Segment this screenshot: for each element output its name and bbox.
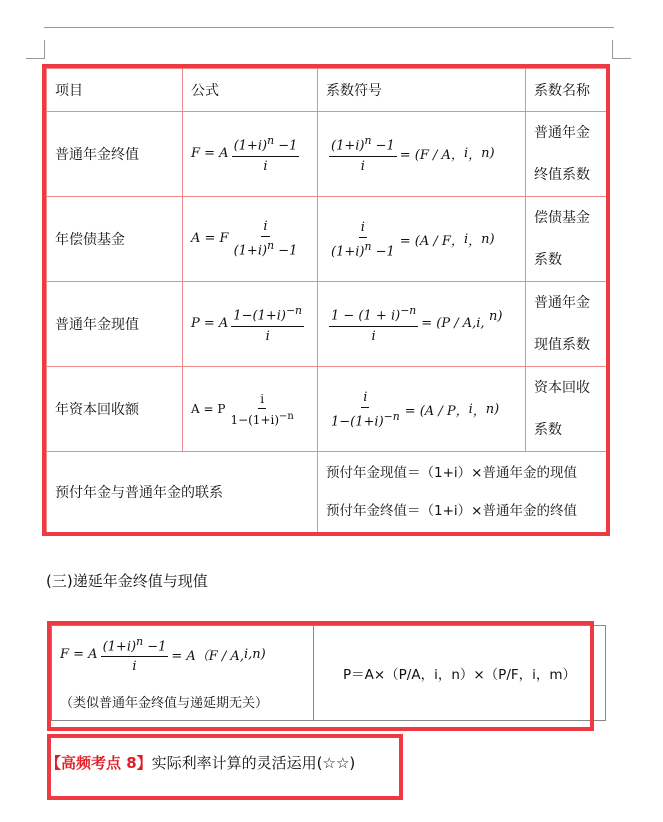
symbol-fv: $\frac{(1+i)^n -1}{i}$ = (F / A， i ， n ) <box>331 134 495 174</box>
formula-sinking-fund: A = F $\frac{i}{(1+i)^n -1}$ <box>191 219 298 259</box>
deferred-fv-cell <box>52 626 314 721</box>
symbol-pv: $\frac{1 - (1 + i)^{-n}}{i}$ = (P / A, i , <box>331 304 485 344</box>
table-row <box>47 282 607 367</box>
symbol-cell <box>318 367 526 452</box>
symbol-sinking-fund: $\frac{i}{(1+i)^n -1}$ = (A / F， i ， n ) <box>331 219 495 260</box>
symbol-cell <box>318 112 526 197</box>
name-cell: 普通年金 现值系数 <box>526 282 607 367</box>
formula-cell <box>183 197 318 282</box>
deferred-annuity-table <box>51 625 606 721</box>
relation-label: 预付年金与普通年金的联系 <box>47 452 318 533</box>
row-item: 年资本回收额 <box>47 367 183 452</box>
crop-mark-left <box>26 40 45 59</box>
relation-row <box>47 452 607 533</box>
deferred-note: （类似普通年金终值与递延期无关） <box>60 696 269 712</box>
row-item: 年偿债基金 <box>47 197 183 282</box>
header-formula: 公式 <box>183 69 318 112</box>
relation-content <box>318 452 607 533</box>
table-row <box>47 367 607 452</box>
symbol-cell: $\frac{1 - (1 + i)^{-n}}{i}$ = (P / A, i , n ) <box>318 282 526 367</box>
table-row <box>47 112 607 197</box>
header-symbol: 系数符号 <box>318 69 526 112</box>
key-point-line <box>46 752 355 773</box>
page-top-line <box>44 27 614 28</box>
formula-deferred-fv: F = A $\frac{(1+i)^n -1}{i}$ = A（F / A, i , n ) <box>60 634 266 675</box>
formula-capital-recovery: A = P $\frac{i}{1-(1+i)^{-n}}$ <box>191 391 294 427</box>
relation-line-2: 预付年金终值＝（1+i）×普通年金的终值 <box>326 503 577 519</box>
table-row <box>47 197 607 282</box>
symbol-cell <box>318 197 526 282</box>
formula-cell <box>183 282 318 367</box>
relation-line-1: 预付年金现值＝（1+i）×普通年金的现值 <box>326 465 577 481</box>
formula-pv: P = A $\frac{1-(1+i)^{-n}}{i}$ <box>191 304 302 344</box>
symbol-capital-recovery: $\frac{i}{1-(1+i)^{-n}}$ = (A / P， i ， n ) <box>331 389 500 430</box>
formula-fv: F = A $\frac{(1+i)^n -1}{i}$ <box>191 134 298 174</box>
section-heading: (三)递延年金终值与现值 <box>46 572 208 590</box>
table-header-row <box>47 69 607 112</box>
deferred-pv-cell: P＝A×（P/A，i，n）×（P/F，i，m） <box>314 626 606 721</box>
formula-cell <box>183 367 318 452</box>
header-item: 项目 <box>47 69 183 112</box>
name-cell: 普通年金 终值系数 <box>526 112 607 197</box>
name-cell: 资本回收 系数 <box>526 367 607 452</box>
key-point-tag: 【高频考点 8】 <box>46 754 152 772</box>
row-item: 普通年金终值 <box>47 112 183 197</box>
row-item: 普通年金现值 <box>47 282 183 367</box>
key-point-text: 实际利率计算的灵活运用(☆☆) <box>151 754 356 772</box>
name-cell: 偿债基金 系数 <box>526 197 607 282</box>
formula-cell <box>183 112 318 197</box>
header-name: 系数名称 <box>526 69 607 112</box>
annuity-coefficient-table <box>46 68 607 533</box>
crop-mark-right <box>612 40 631 59</box>
